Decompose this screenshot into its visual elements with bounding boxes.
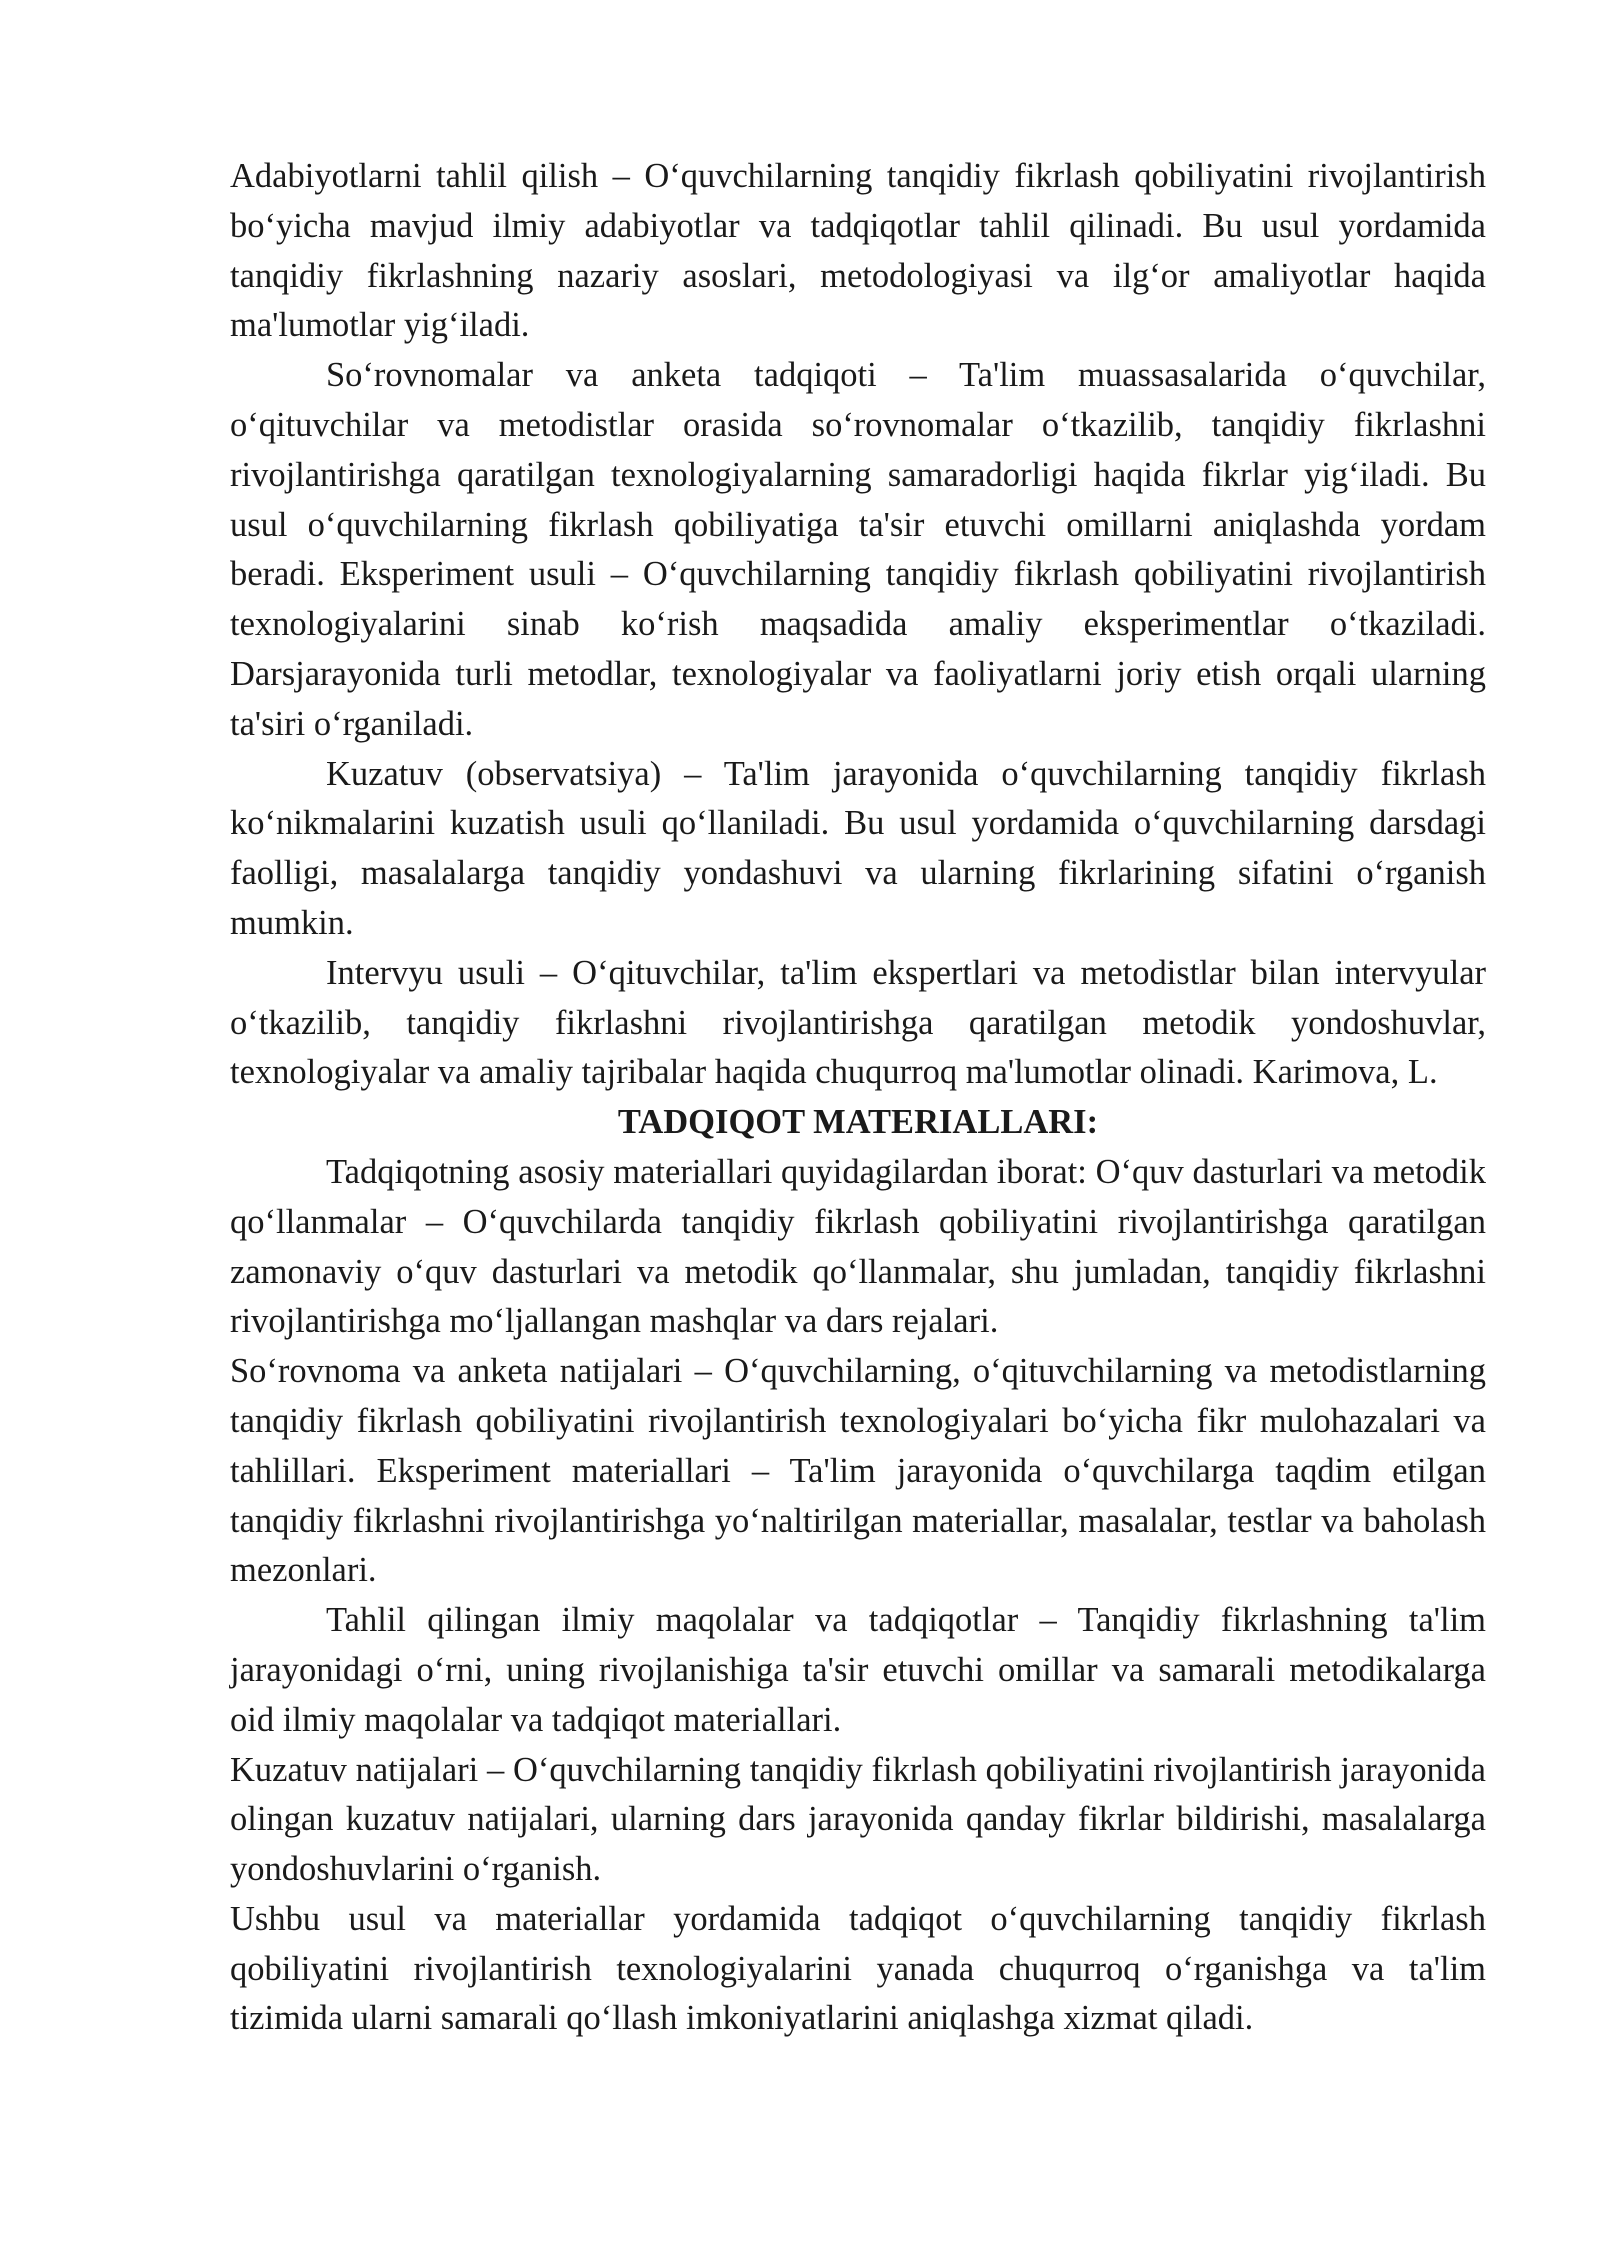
paragraph-interview: Intervyu usuli – O‘qituvchilar, ta'lim ekspertlari va metodistlar bilan intervyular o‘tkazilib, tanqidiy fikrlashni rivojlantirishga qaratilgan metodik yondoshuvlar, texnologiyalar va amaliy tajribalar haqida chuqurroq ma'lumotlar olinadi. Karimova, L. — [230, 953, 1486, 1092]
paragraph-observation: Kuzatuv (observatsiya) – Ta'lim jarayonida o‘quvchilarning tanqidiy fikrlash ko‘nikmalarini kuzatish usuli qo‘llaniladi. Bu usul yordamida o‘quvchilarning darsdagi faolligi, masalalarga tanqidiy yondashuvi va ularning fikrlarining sifatini o‘rganish mumkin. — [230, 754, 1486, 942]
paragraph-literature-analysis: Adabiyotlarni tahlil qilish – O‘quvchilarning tanqidiy fikrlash qobiliyatini rivojlantirish bo‘yicha mavjud ilmiy adabiyotlar va tadqiqotlar tahlil qilinadi. Bu usul yordamida tanqidiy fikrlashning nazariy asoslari, metodologiyasi va ilg‘or amaliyotlar haqida ma'lumotlar yig‘iladi. — [230, 157, 1486, 345]
section-heading: TADQIQOT MATERIALLARI: — [617, 1103, 1099, 1142]
paragraph-analyzed-articles: Tahlil qilingan ilmiy maqolalar va tadqiqotlar – Tanqidiy fikrlashning ta'lim jarayonidagi o‘rni, uning rivojlanishiga ta'sir etuvchi omillar va samarali metodikalarga oid ilmiy maqolalar va tadqiqot materiallari. — [230, 1601, 1486, 1739]
paragraph-conclusion: Ushbu usul va materiallar yordamida tadqiqot o‘quvchilarning tanqidiy fikrlash qobiliyatini rivojlantirish texnologiyalarini yanada chuqurroq o‘rganishga va ta'lim tizimida ularni samarali qo‘llash imkoniyatlarini aniqlashga xizmat qiladi. — [230, 1899, 1486, 2038]
document-body — [230, 152, 1486, 2044]
paragraph-survey-results: So‘rovnoma va anketa natijalari – O‘quvchilarning, o‘qituvchilarning va metodistlarning tanqidiy fikrlash qobiliyatini rivojlantirish texnologiyalari bo‘yicha fikr mulohazalari va tahlillari. Eksperiment materiallari – Ta'lim jarayonida o‘quvchilarga taqdim etilgan tanqidiy fikrlashni rivojlantirishga yo‘naltirilgan materiallar, masalalar, testlar va baholash mezonlari. — [230, 1352, 1486, 1590]
paragraph-observation-results: Kuzatuv natijalari – O‘quvchilarning tanqidiy fikrlash qobiliyatini rivojlantirish jarayonida olingan kuzatuv natijalari, ularning dars jarayonida qanday fikrlar bildirishi, masalalarga yondoshuvlarini o‘rganish. — [230, 1750, 1486, 1889]
paragraph-main-materials: Tadqiqotning asosiy materiallari quyidagilardan iborat: O‘quv dasturlari va metodik qo‘llanmalar – O‘quvchilarda tanqidiy fikrlash qobiliyatini rivojlantirishga qaratilgan zamonaviy o‘quv dasturlari va metodik qo‘llanmalar, shu jumladan, tanqidiy fikrlashni rivojlantirishga mo‘ljallangan mashqlar va dars rejalari. — [230, 1152, 1486, 1341]
paragraph-surveys: So‘rovnomalar va anketa tadqiqoti – Ta'lim muassasalarida o‘quvchilar, o‘qituvchilar va metodistlar orasida so‘rovnomalar o‘tkazilib, tanqidiy fikrlashni rivojlantirishga qaratilgan texnologiyalarning samaradorligi haqida fikrlar yig‘iladi. Bu usul o‘quvchilarning fikrlash qobiliyatiga ta'sir etuvchi omillarni aniqlashda yordam beradi. Eksperiment usuli – O‘quvchilarning tanqidiy fikrlash qobiliyatini rivojlantirish texnologiyalarini sinab ko‘rish maqsadida amaliy eksperimentlar o‘tkaziladi. Darsjarayonida turli metodlar, texnologiyalar va faoliyatlarni joriy etish orqali ularning ta'siri o‘rganiladi. — [230, 356, 1486, 743]
